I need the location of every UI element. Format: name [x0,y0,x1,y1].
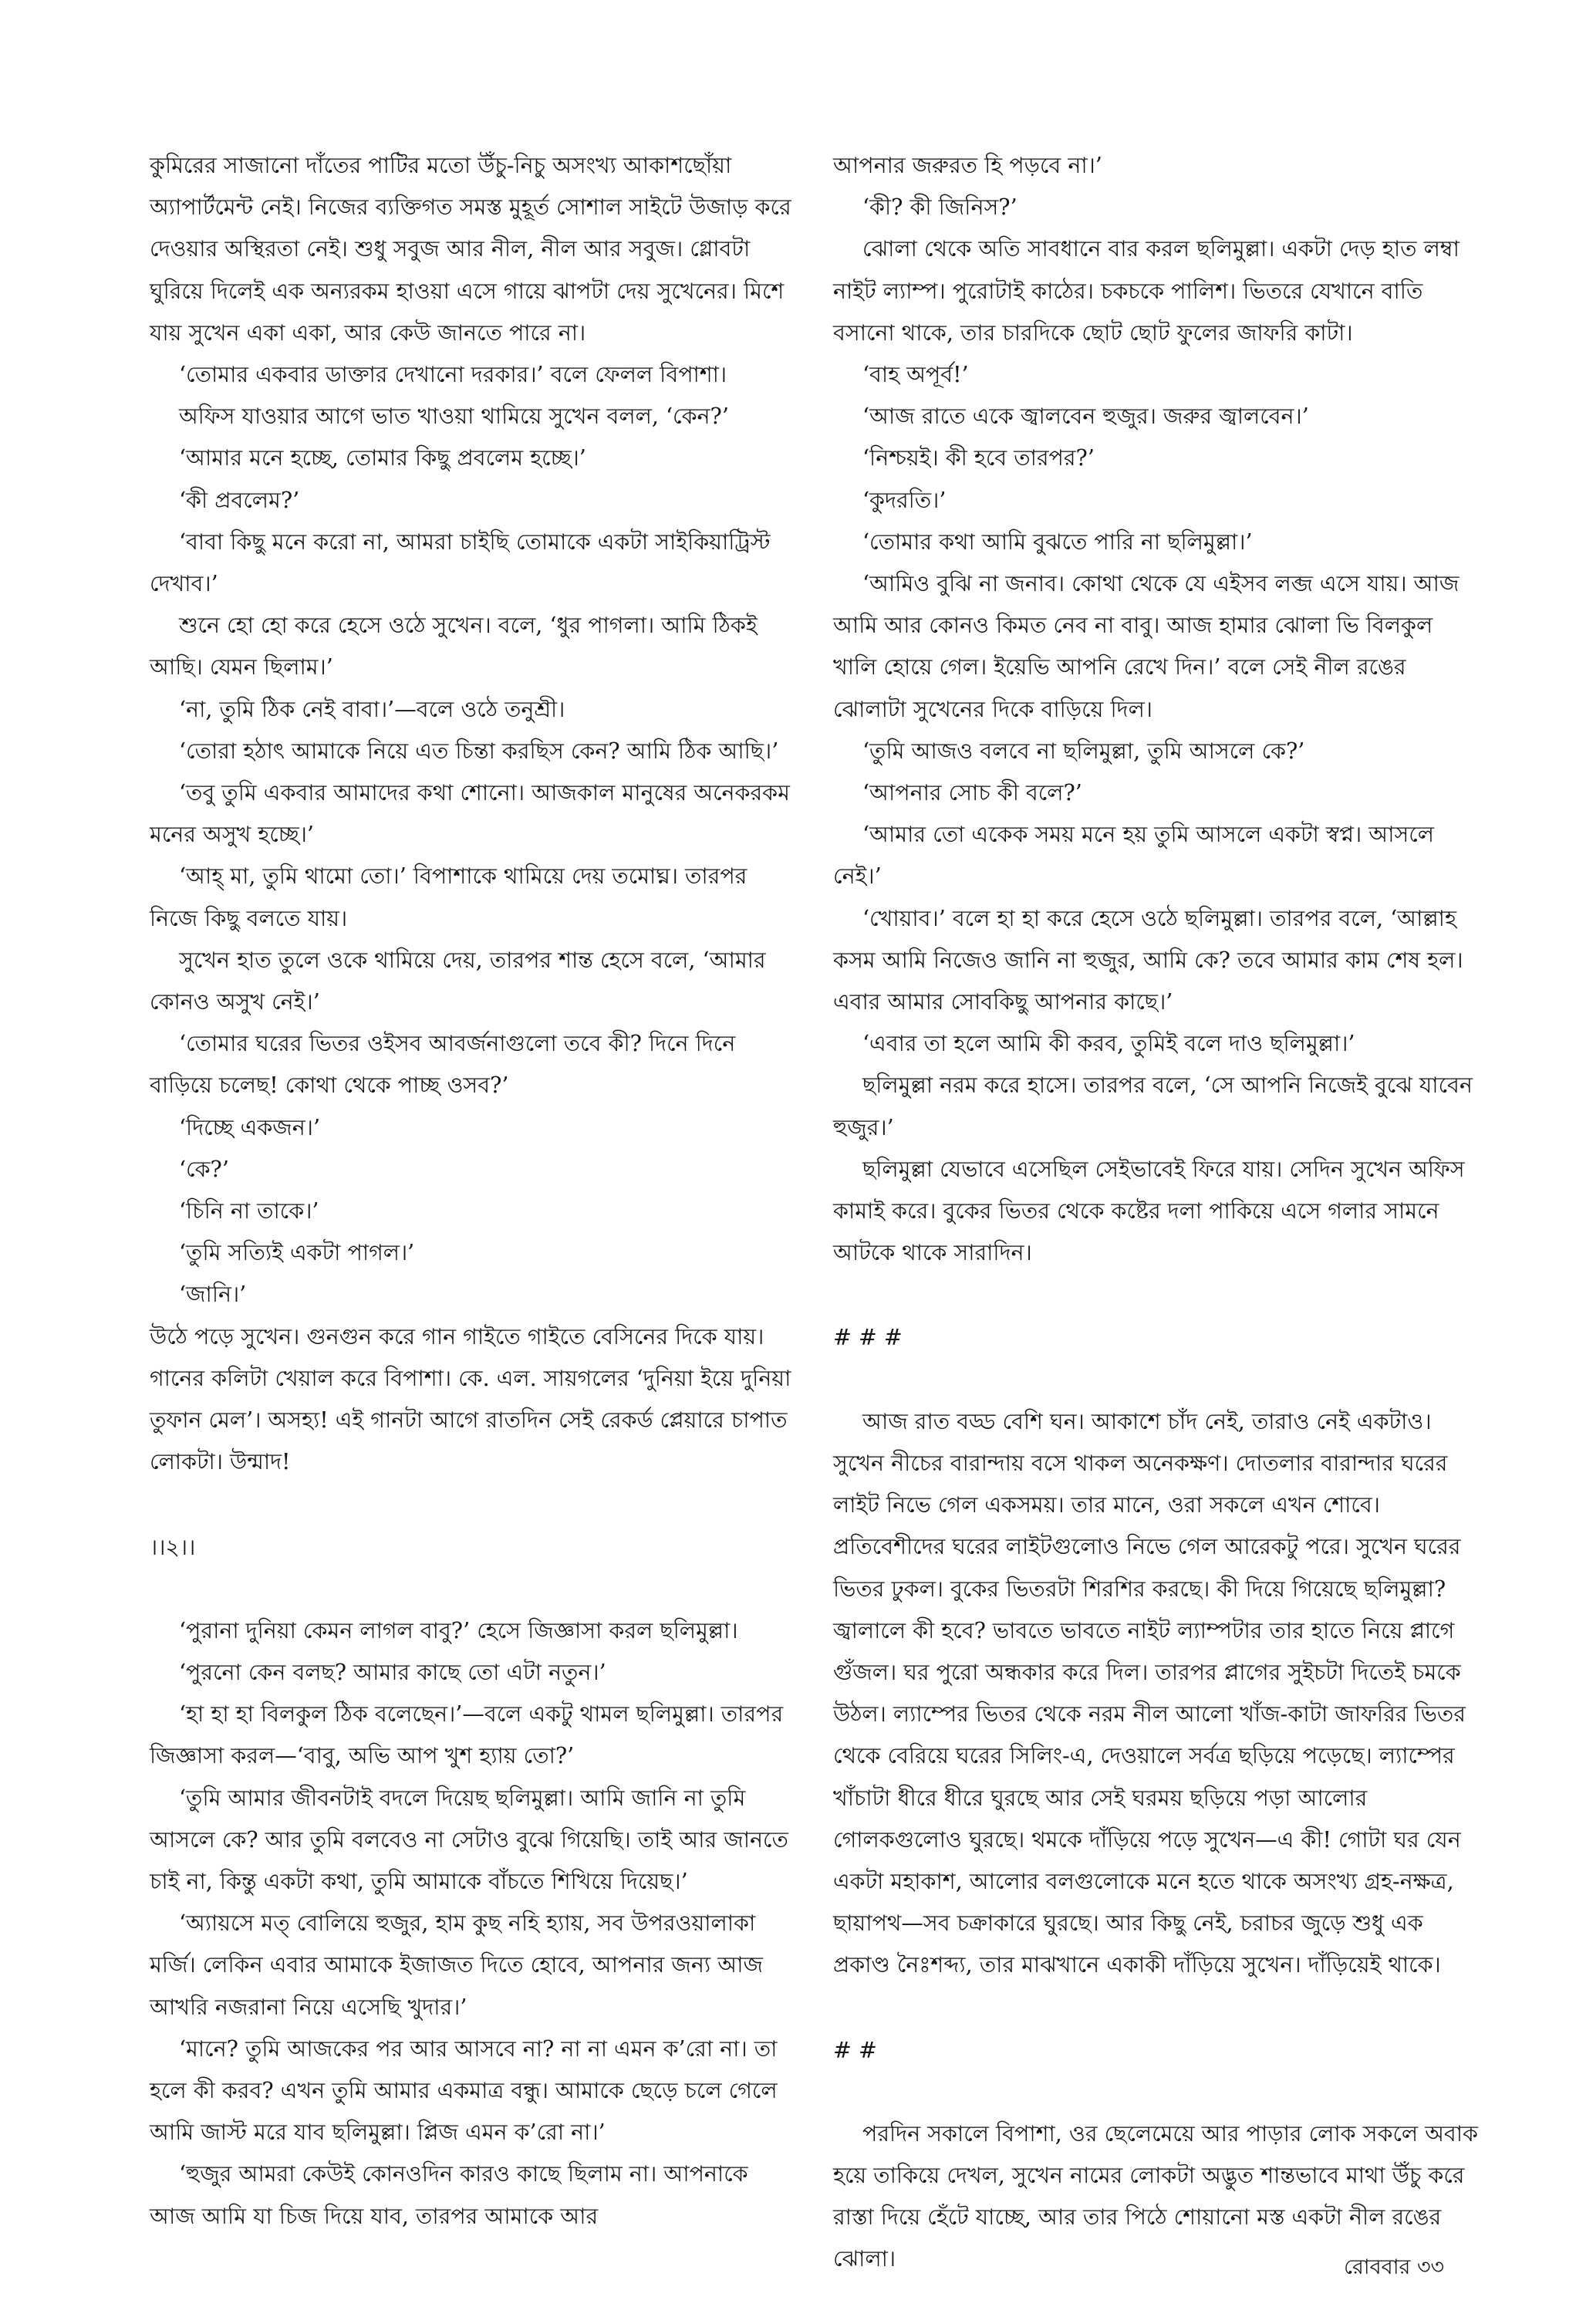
paragraph: উঠে পড়ে সুখেন। গুনগুন করে গান গাইতে গাইতে বেসিনের দিকে যায়। গানের কলিটা খেয়াল করে বিপাশা। কে. এল. সায়গলের ‘দুনিয়া ইয়ে দুনিয়া তুফান মেল’। অসহ্য! এই গানটা আগে রাতদিন সেই রেকর্ড প্লেয়ারে চাপাত লোকটা। উন্মাদ! [150,1323,791,1475]
paragraph: কুমিরের সাজানো দাঁতের পাটির মতো উঁচু-নিচু অসংখ্য আকাশছোঁয়া অ্যাপার্টমেন্ট নেই। নিজের ব্যক্তিগত সমস্ত মুহূর্ত সোশাল সাইটে উজাড় করে দেওয়ার অস্থিরতা নেই। শুধু সবুজ আর নীল, নীল আর সবুজ। গ্লোবটা ঘুরিয়ে দিলেই এক অন্যরকম হাওয়া এসে গায়ে ঝাপটা দেয় সুখেনের। মিশে যায় সুখেন একা একা, আর কেউ জানতে পারে না। [150,153,791,346]
paragraph: ‘হুজুর আমরা কেউই কোনওদিন কারও কাছে ছিলাম না। আপনাকে আজ আমি যা চিজ দিয়ে যাব, তারপর আমাকে আর [150,2161,748,2229]
paragraph: ‘কে?’ [179,1156,229,1182]
paragraph: ‘তবু তুমি একবার আমাদের কথা শোনো। আজকাল মানুষের অনেকরকম মনের অসুখ হচ্ছে।’ [150,780,790,848]
paragraph: ‘পুরানা দুনিয়া কেমন লাগল বাবু?’ হেসে জিজ্ঞাসা করল ছলিমুল্লা। [179,1617,738,1643]
right-column [833,145,1478,2281]
paragraph: ‘পুরনো কেন বলছ? আমার কাছে তো এটা নতুন।’ [179,1659,606,1685]
paragraph: ‘তোমার ঘরের ভিতর ওইসব আবর্জনাগুলো তবে কী? দিনে দিনে বাড়িয়ে চলেছ! কোথা থেকে পাচ্ছ ওসব?’ [150,1031,736,1099]
paragraph: আজ রাত বড্ড বেশি ঘন। আকাশে চাঁদ নেই, তারাও নেই একটাও। সুখেন নীচের বারান্দায় বসে থাকল অনেকক্ষণ। দোতলার বারান্দার ঘরের লাইট নিভে গেল একসময়। তার মানে, ওরা সকলে এখন শোবে। প্রতিবেশীদের ঘরের লাইটগুলোও নিভে গেল আরেকটু পরে। সুখেন ঘরের ভিতর ঢুকল। বুকের ভিতরটা শিরশির করছে। কী দিয়ে গিয়েছে ছলিমুল্লা? জ্বালালে কী হবে? ভাবতে ভাবতে নাইট ল্যাম্পটার তার হাতে নিয়ে প্লাগে গুঁজল। ঘর পুরো অন্ধকার করে দিল। তারপর প্লাগের সুইচটা দিতেই চমকে উঠল। ল্যাম্পের ভিতর থেকে নরম নীল আলো খাঁজ-কাটা জাফরির ভিতর থেকে বেরিয়ে ঘরের সিলিং-এ, দেওয়ালে সর্বত্র ছড়িয়ে পড়েছে। ল্যাম্পের খাঁচাটা ধীরে ধীরে ঘুরছে আর সেই ঘরময় ছড়িয়ে পড়া আলোর গোলকগুলোও ঘুরছে। থমকে দাঁড়িয়ে পড়ে সুখেন—এ কী! গোটা ঘর যেন একটা মহাকাশ, আলোর বলগুলোকে মনে হতে থাকে অসংখ্য গ্রহ-নক্ষত্র, ছায়াপথ—সব চক্রাকারে ঘুরছে। আর কিছু নেই, চরাচর জুড়ে শুধু এক প্রকাণ্ড নৈঃশব্দ্য, তার মাঝখানে একাকী দাঁড়িয়ে সুখেন। দাঁড়িয়েই থাকে। [833,1408,1466,1978]
paragraph: ‘তোমার কথা আমি বুঝতে পারি না ছলিমুল্লা।’ [862,529,1253,555]
paragraph: ‘আমার তো একেক সময় মনে হয় তুমি আসলে একটা স্বপ্ন। আসলে নেই।’ [833,822,1434,890]
section-break-mark: ।।২।। [150,1534,196,1560]
paragraph: ‘না, তুমি ঠিক নেই বাবা।’—বলে ওঠে তনুশ্রী। [179,696,565,722]
paragraph: ‘আজ রাতে একে জ্বালবেন হুজুর। জরুর জ্বালবেন।’ [862,404,1309,430]
paragraph: ‘আমার মনে হচ্ছে, তোমার কিছু প্রবলেম হচ্ছে।’ [179,445,586,471]
left-column [150,145,795,2238]
paragraph: ঝোলা থেকে অতি সাবধানে বার করল ছলিমুল্লা। একটা দেড় হাত লম্বা নাইট ল্যাম্প। পুরোটাই কাঠের। চকচকে পালিশ। ভিতরে যেখানে বাতি বসানো থাকে, তার চারদিকে ছোট ছোট ফুলের জাফরি কাটা। [833,236,1460,346]
paragraph: ‘চিনি না তাকে।’ [179,1198,319,1224]
paragraph: অফিস যাওয়ার আগে ভাত খাওয়া থামিয়ে সুখেন বলল, ‘কেন?’ [179,404,729,430]
paragraph: ‘আপনার সোচ কী বলে?’ [862,780,1082,806]
paragraph: শুনে হো হো করে হেসে ওঠে সুখেন। বলে, ‘ধুর পাগলা। আমি ঠিকই আছি। যেমন ছিলাম।’ [150,613,758,681]
paragraph: পরদিন সকালে বিপাশা, ওর ছেলেমেয়ে আর পাড়ার লোক সকলে অবাক হয়ে তাকিয়ে দেখল, সুখেন নামের লোকটা অদ্ভুত শান্তভাবে মাথা উঁচু করে রাস্তা দিয়ে হেঁটে যাচ্ছে, আর তার পিঠে শোয়ানো মস্ত একটা নীল রঙের ঝোলা। [833,2120,1478,2272]
paragraph: ‘বাবা কিছু মনে করো না, আমরা চাইছি তোমাকে একটা সাইকিয়াট্রিস্ট দেখাব।’ [150,529,771,597]
paragraph: ‘এবার তা হলে আমি কী করব, তুমিই বলে দাও ছলিমুল্লা।’ [862,1031,1355,1057]
paragraph: ছলিমুল্লা যেভাবে এসেছিল সেইভাবেই ফিরে যায়। সেদিন সুখেন অফিস কামাই করে। বুকের ভিতর থেকে কষ্টের দলা পাকিয়ে এসে গলার সামনে আটকে থাকে সারাদিন। [833,1156,1465,1266]
paragraph: ‘মানে? তুমি আজকের পর আর আসবে না? না না এমন ক’রো না। তা হলে কী করব? এখন তুমি আমার একমাত্র বন্ধু। আমাকে ছেড়ে চলে গেলে আমি জাস্ট মরে যাব ছলিমুল্লা। প্লিজ এমন ক’রো না।’ [150,2035,778,2146]
paragraph: ‘কুদরতি।’ [862,487,947,513]
paragraph: ‘তুমি আমার জীবনটাই বদলে দিয়েছ ছলিমুল্লা। আমি জানি না তুমি আসলে কে? আর তুমি বলবেও না সেটাও বুঝে গিয়েছি। তাই আর জানতে চাই না, কিন্তু একটা কথা, তুমি আমাকে বাঁচতে শিখিয়ে দিয়েছ।’ [150,1785,788,1894]
section-break-mark: # # # [833,1325,903,1351]
paragraph: ছলিমুল্লা নরম করে হাসে। তারপর বলে, ‘সে আপনি নিজেই বুঝে যাবেন হুজুর।’ [833,1072,1473,1140]
paragraph: ‘তোরা হঠাৎ আমাকে নিয়ে এত চিন্তা করছিস কেন? আমি ঠিক আছি।’ [179,738,779,764]
paragraph: ‘আমিও বুঝি না জনাব। কোথা থেকে যে এইসব লব্জ এসে যায়। আজ আমি আর কোনও কিমত নেব না বাবু। আজ হামার ঝোলা ভি বিলকুল খালি হোয়ে গেল। ইয়েভি আপনি রেখে দিন।’ বলে সেই নীল রঙের ঝোলাটা সুখেনের দিকে বাড়িয়ে দিল। [833,571,1460,722]
paragraph: ‘তুমি সত্যিই একটা পাগল।’ [179,1240,415,1266]
paragraph: ‘তুমি আজও বলবে না ছলিমুল্লা, তুমি আসলে কে?’ [862,738,1305,764]
paragraph: ‘কী? কী জিনিস?’ [862,194,1017,221]
paragraph: ‘নিশ্চয়ই। কী হবে তারপর?’ [862,445,1095,471]
section-break-mark: # # [833,2037,877,2063]
paragraph: ‘তোমার একবার ডাক্তার দেখানো দরকার।’ বলে ফেলল বিপাশা। [179,362,727,388]
paragraph: ‘আহ্ মা, তুমি থামো তো।’ বিপাশাকে থামিয়ে দেয় তমোঘ্ন। তারপর নিজে কিছু বলতে যায়। [150,863,748,931]
paragraph: ‘অ্যায়সে মত্ বোলিয়ে হুজুর, হাম কুছ নহি হ্যায়, সব উপরওয়ালাকা মর্জি। লেকিন এবার আমাকে ইজাজত দিতে হোবে, আপনার জন্য আজ আখরি নজরানা নিয়ে এসেছি খুদার।’ [150,1910,763,2020]
paragraph: ‘জানি।’ [179,1282,247,1308]
page-footer: রোববার ৩৩ [1344,2255,1445,2279]
paragraph: ‘দিচ্ছে একজন।’ [179,1114,321,1140]
paragraph: ‘বাহ অপূর্ব!’ [862,362,969,388]
paragraph: ‘হা হা হা বিলকুল ঠিক বলেছেন।’—বলে একটু থামল ছলিমুল্লা। তারপর জিজ্ঞাসা করল—‘বাবু, অভি আপ খুশ হ্যায় তো?’ [150,1701,784,1769]
paragraph: ‘খোয়াব।’ বলে হা হা করে হেসে ওঠে ছলিমুল্লা। তারপর বলে, ‘আল্লাহ কসম আমি নিজেও জানি না হুজুর, আমি কে? তবে আমার কাম শেষ হল। এবার আমার সোবকিছু আপনার কাছে।’ [833,905,1463,1015]
paragraph: আপনার জরুরত হি পড়বে না।’ [833,153,1102,178]
paragraph: ‘কী প্রবলেম?’ [179,487,300,513]
paragraph: সুখেন হাত তুলে ওকে থামিয়ে দেয়, তারপর শান্ত হেসে বলে, ‘আমার কোনও অসুখ নেই।’ [150,947,766,1015]
